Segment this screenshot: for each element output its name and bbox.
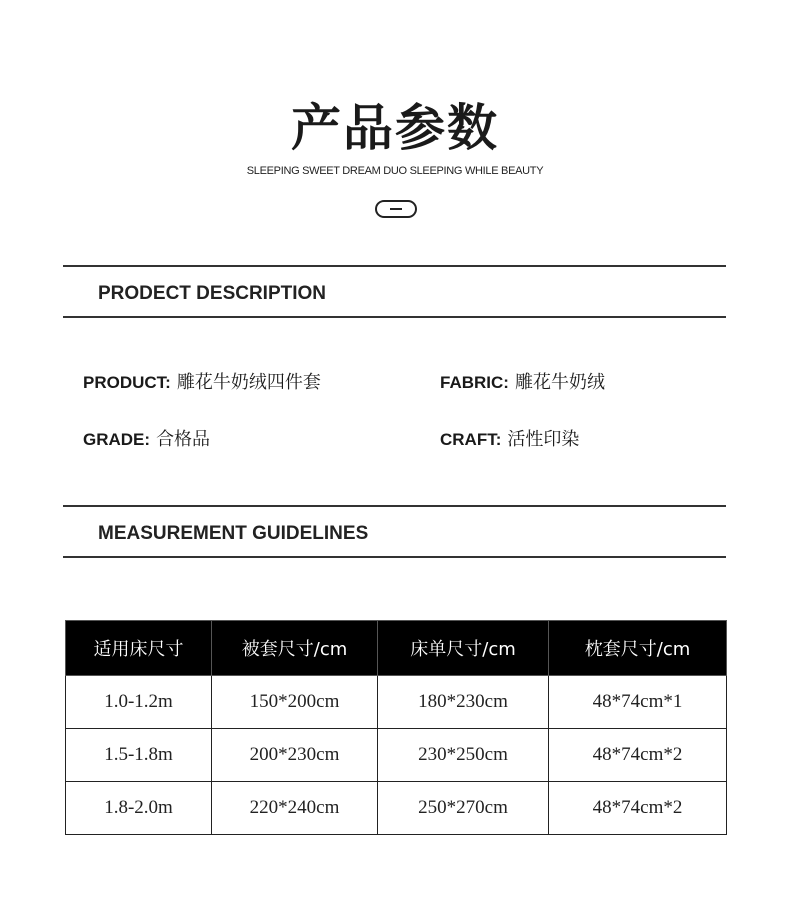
field-grade-label: GRADE: xyxy=(83,430,151,449)
divider xyxy=(63,556,726,558)
divider xyxy=(63,505,726,507)
table-cell: 48*74cm*2 xyxy=(549,782,727,835)
page-title: 产品参数 xyxy=(291,99,499,157)
column-header: 床单尺寸/cm xyxy=(378,621,549,676)
field-grade-value: 合格品 xyxy=(156,429,211,450)
table-cell: 250*270cm xyxy=(378,782,549,835)
divider-top xyxy=(63,265,726,267)
field-fabric xyxy=(440,368,605,394)
table-cell: 1.5-1.8m xyxy=(66,729,212,782)
section-title-measurement: MEASUREMENT GUIDELINES xyxy=(98,523,369,544)
field-product-label: PRODUCT: xyxy=(83,373,171,392)
table-cell: 230*250cm xyxy=(378,729,549,782)
table-cell: 220*240cm xyxy=(212,782,378,835)
field-fabric-label: FABRIC: xyxy=(440,373,509,392)
column-header: 适用床尺寸 xyxy=(66,621,212,676)
divider xyxy=(63,316,726,318)
table-row xyxy=(66,782,727,835)
table-cell: 1.8-2.0m xyxy=(66,782,212,835)
table-cell: 180*230cm xyxy=(378,676,549,729)
minus-dash xyxy=(390,208,402,210)
field-fabric-value: 雕花牛奶绒 xyxy=(514,372,605,393)
column-header: 枕套尺寸/cm xyxy=(549,621,727,676)
table-row xyxy=(66,676,727,729)
minus-pill-icon xyxy=(375,200,417,218)
field-product xyxy=(83,368,321,394)
table-cell: 150*200cm xyxy=(212,676,378,729)
table-cell: 48*74cm*1 xyxy=(549,676,727,729)
table-cell: 48*74cm*2 xyxy=(549,729,727,782)
table-cell: 1.0-1.2m xyxy=(66,676,212,729)
field-craft xyxy=(440,425,579,451)
column-header: 被套尺寸/cm xyxy=(212,621,378,676)
field-grade xyxy=(83,425,210,451)
field-craft-value: 活性印染 xyxy=(507,429,580,450)
measurement-table xyxy=(65,620,727,835)
table-header-row xyxy=(66,621,727,676)
table-cell: 200*230cm xyxy=(212,729,378,782)
table-row xyxy=(66,729,727,782)
field-craft-label: CRAFT: xyxy=(440,430,502,449)
field-product-value: 雕花牛奶绒四件套 xyxy=(176,372,321,393)
section-title-description: PRODECT DESCRIPTION xyxy=(98,283,327,304)
page-subtitle: SLEEPING SWEET DREAM DUO SLEEPING WHILE BEAUTY xyxy=(246,165,544,177)
